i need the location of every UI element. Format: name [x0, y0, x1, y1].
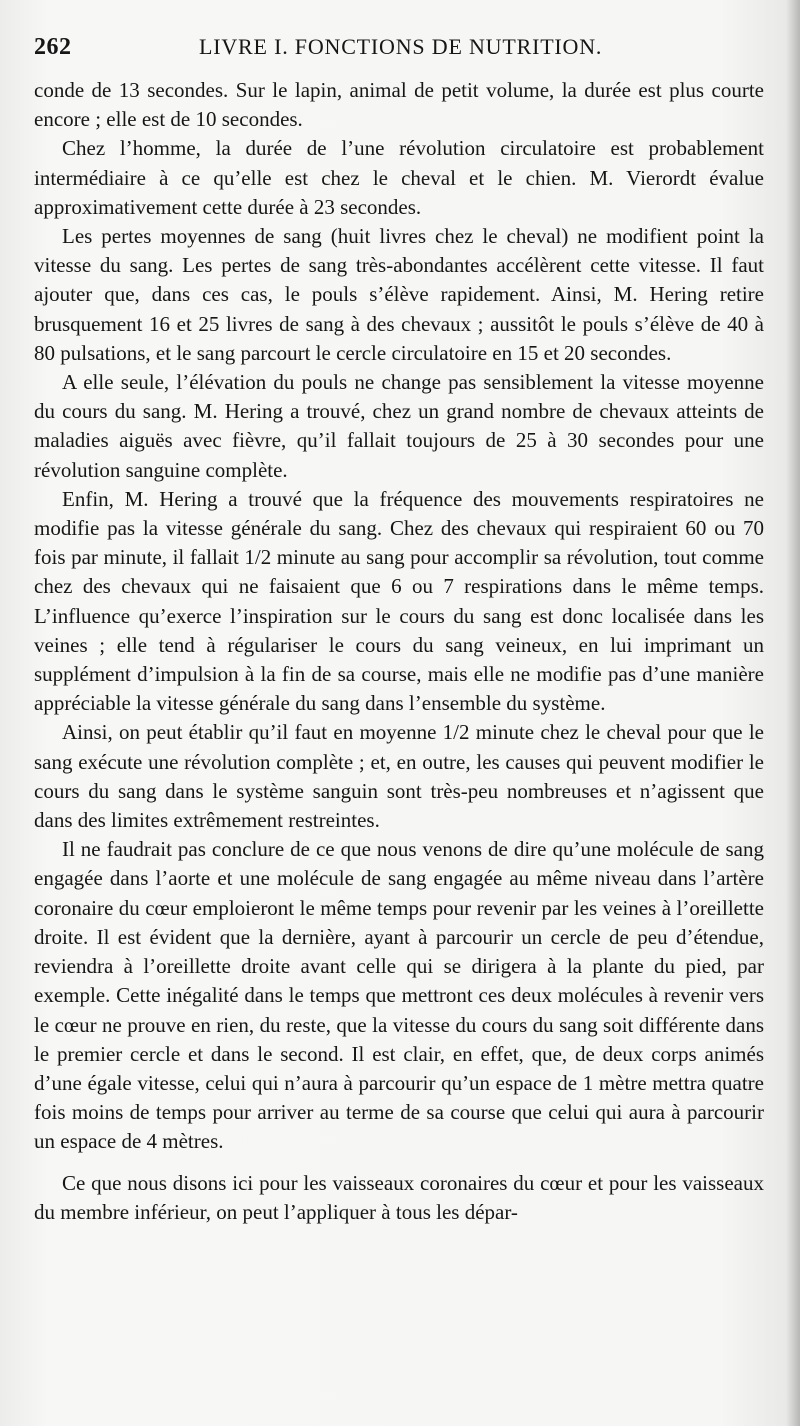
- page-number: 262: [34, 34, 72, 60]
- paragraph-continued: conde de 13 secondes. Sur le lapin, animal de petit volume, la durée est plus courte encore ; elle est de 10 secondes.: [34, 78, 764, 132]
- page-edge-shadow: [786, 0, 800, 1426]
- paragraph-coronary: Ce que nous disons ici pour les vaisseaux coronaires du cœur et pour les vaisseaux du membre inférieur, on peut l’appliquer à tous les dépar-: [34, 1170, 764, 1224]
- running-head: LIVRE I. FONCTIONS DE NUTRITION.: [199, 34, 603, 59]
- paragraph-respiration: Enfin, M. Hering a trouvé que la fréquence des mouvements respiratoires ne modifie pas la vitesse générale du sang. Chez des chevaux qui respiraient 60 ou 70 fois par minute, il fallait 1/2 minute au sang pour accomplir sa révolution, tout comme chez des chevaux qui ne faisaient que 6 ou 7 respirations dans le même temps. L’influence qu’exerce l’inspiration sur le cours du sang est donc localisée dans les veines ; elle tend à régulariser le cours du sang veineux, en lui imprimant un supplément d’impulsion à la fin de sa course, mais elle ne modifie pas d’une manière appréciable la vitesse générale du sang dans l’ensemble du système.: [34, 486, 764, 716]
- paragraph-blood-loss: Les pertes moyennes de sang (huit livres chez le cheval) ne modifient point la vitesse du sang. Les pertes de sang très-abondantes accélèrent cette vitesse. Il faut ajouter que, dans ces cas, le pouls s’élève rapidement. Ainsi, M. Hering retire brusquement 16 et 25 livres de sang à des chevaux ; aussitôt le pouls s’élève de 40 à 80 pulsations, et le sang parcourt le cercle circulatoire en 15 et 20 secondes.: [34, 224, 764, 365]
- page-header: [34, 30, 774, 70]
- paragraph-human-circulation: Chez l’homme, la durée de l’une révolution circulatoire est probablement intermédiaire à ce qu’elle est chez le cheval et le chien. M. Vierordt évalue approximativement cette durée à 23 secondes.: [34, 136, 764, 219]
- paragraph-pulse: A elle seule, l’élévation du pouls ne change pas sensiblement la vitesse moyenne du cours du sang. M. Hering a trouvé, chez un grand nombre de chevaux atteints de maladies aiguës avec fièvre, qu’il fallait toujours de 25 à 30 secondes pour une révolution sanguine complète.: [34, 370, 764, 482]
- paragraph-molecules: Il ne faudrait pas conclure de ce que nous venons de dire qu’une molécule de sang engagée dans l’aorte et une molécule de sang engagée au même niveau dans l’artère coronaire du cœur emploieront le même temps pour revenir par les veines à l’oreillette droite. Il est évident que la dernière, ayant à parcourir un cercle de peu d’étendue, reviendra à l’oreillette droite avant celle qui se dirigera à la plante du pied, par exemple. Cette inégalité dans le temps que mettront ces deux molécules à revenir vers le cœur ne prouve en rien, du reste, que la vitesse du cours du sang soit différente dans le premier cercle et dans le second. Il est clair, en effet, que, de deux corps animés d’une égale vitesse, celui qui n’aura à parcourir qu’un espace de 1 mètre mettra quatre fois moins de temps pour arriver au terme de sa course que celui qui aura à parcourir un espace de 4 mètres.: [34, 837, 764, 1154]
- body-text: [34, 76, 764, 1227]
- paragraph-average: Ainsi, on peut établir qu’il faut en moyenne 1/2 minute chez le cheval pour que le sang exécute une révolution complète ; et, en outre, les causes qui peuvent modifier le cours du sang dans le système sanguin sont très-peu nombreuses et n’agissent que dans des limites extrêmement restreintes.: [34, 720, 764, 833]
